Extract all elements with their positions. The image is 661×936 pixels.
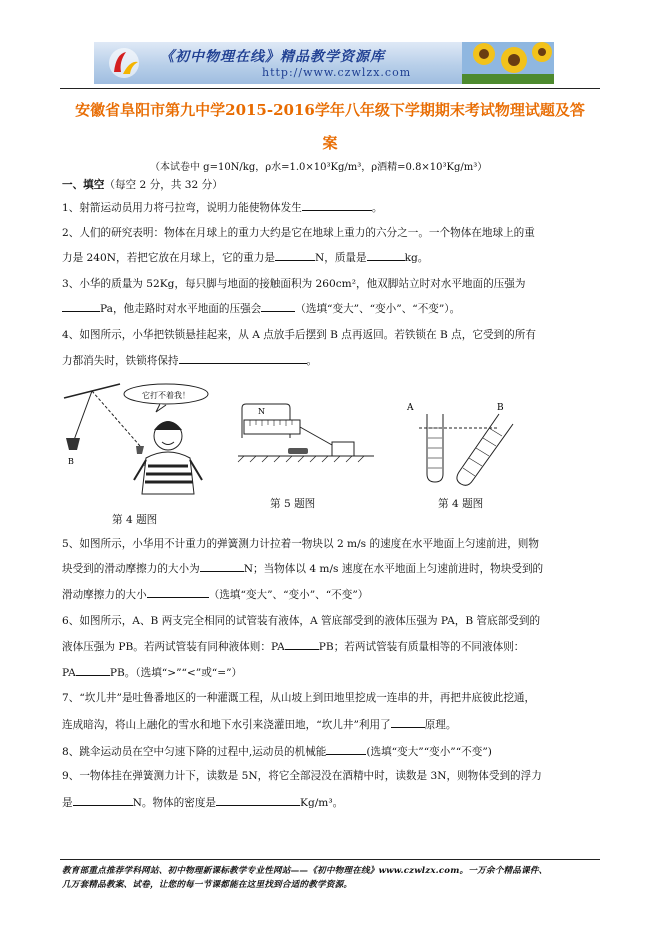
question-8: 8、跳伞运动员在空中匀速下降的过程中,运动员的机械能 (选填“变大”“变小”“不变”) bbox=[62, 743, 492, 760]
sunflower-image bbox=[462, 42, 554, 84]
answer-blank[interactable] bbox=[216, 794, 300, 806]
label-pendulum-b: B bbox=[68, 457, 74, 466]
speech-bubble: 它打不着我！ bbox=[142, 391, 190, 400]
label-n: N bbox=[258, 407, 265, 416]
question-6-cont2: PA PB。（选填“>”“<”或“=”） bbox=[62, 664, 242, 681]
question-9: 9、一物体挂在弹簧测力计下，读数是 5N，将它全部浸没在酒精中时，读数是 3N，则物体受到的浮力 bbox=[62, 770, 542, 782]
answer-blank[interactable] bbox=[147, 586, 209, 598]
site-logo-icon bbox=[106, 46, 142, 80]
spring-scale-figure bbox=[236, 398, 376, 480]
answer-blank[interactable] bbox=[179, 352, 307, 364]
question-3-cont: Pa，他走路时对水平地面的压强会 （选填“变大”、“变小”、“不变”）。 bbox=[62, 300, 460, 317]
question-5-cont2: 滑动摩擦力的大小 （选填“变大”、“变小”、“不变”） bbox=[62, 586, 368, 603]
question-2: 2、人们的研究表明：物体在月球上的重力大约是它在地球上重力的六分之一。一个物体在地球上的重 bbox=[62, 227, 535, 239]
pendulum-figure bbox=[62, 380, 212, 512]
question-5-cont: 块受到的滑动摩擦力的大小为 N；当物体以 4 m/s 速度在水平地面上匀速前进时，物块受到的 bbox=[62, 560, 543, 577]
answer-blank[interactable] bbox=[62, 300, 100, 312]
answer-blank[interactable] bbox=[285, 638, 319, 650]
question-6-cont: 液体压强为 PB。若两试管装有同种液体则：PA PB；若两试管装有质量相等的不同液体则： bbox=[62, 638, 524, 655]
footer-rule bbox=[60, 859, 600, 860]
question-1: 1、射箭运动员用力将弓拉弯，说明力能使物体发生 。 bbox=[62, 199, 382, 216]
question-5: 5、如图所示，小华用不计重力的弹簧测力计拉着一物块以 2 m/s 的速度在水平地面上匀速前进，则物 bbox=[62, 538, 539, 550]
answer-blank[interactable] bbox=[391, 716, 425, 728]
label-a: A bbox=[407, 403, 414, 413]
answer-blank[interactable] bbox=[367, 249, 405, 261]
question-2-cont: 力是 240N，若把它放在月球上，它的重力是 N，质量是 kg。 bbox=[62, 249, 428, 266]
label-b: B bbox=[497, 403, 504, 413]
section-heading: 一、填空（每空 2 分，共 32 分） bbox=[62, 179, 223, 191]
exam-note: （本试卷中 g=10N/kg，ρ水=1.0×10³Kg/m³，ρ酒精=0.8×10³Kg/m³） bbox=[150, 162, 488, 173]
page-title-cont: 案 bbox=[322, 134, 338, 152]
footer-line-1: 教育部重点推荐学科网站、初中物理新课标教学专业性网站——《初中物理在线》www.czwlzx.com。一万余个精品课件、 bbox=[62, 866, 548, 876]
answer-blank[interactable] bbox=[275, 249, 315, 261]
answer-blank[interactable] bbox=[76, 664, 110, 676]
question-4: 4、如图所示，小华把铁锁悬挂起来，从 A 点放手后摆到 B 点再返回。若铁锁在 B 点，它受到的所有 bbox=[62, 329, 536, 341]
figure-caption-right: 第 4 题图 bbox=[438, 498, 484, 510]
header-rule bbox=[60, 88, 600, 89]
figure-caption-mid: 第 5 题图 bbox=[270, 498, 316, 510]
question-3: 3、小华的质量为 52Kg，每只脚与地面的接触面积为 260cm²，他双脚站立时对水平地面的压强为 bbox=[62, 278, 526, 290]
banner-title: 《初中物理在线》精品教学资源库 bbox=[160, 49, 385, 65]
header-banner bbox=[94, 42, 554, 84]
question-4-cont: 力都消失时，铁锁将保持 。 bbox=[62, 352, 317, 369]
question-6: 6、如图所示，A、B 两支完全相同的试管装有液体，A 管底部受到的液体压强为 PA，B 管底部受到的 bbox=[62, 615, 541, 627]
footer-line-2: 几万套精品教案、试卷，让您的每一节课都能在这里找到合适的教学资源。 bbox=[62, 880, 353, 890]
answer-blank[interactable] bbox=[261, 300, 295, 312]
question-7-cont: 连成暗沟，将山上融化的雪水和地下水引来浇灌田地，“坎儿井”利用了 原理。 bbox=[62, 716, 456, 733]
answer-blank[interactable] bbox=[200, 560, 244, 572]
test-tubes-figure bbox=[405, 398, 515, 490]
question-7: 7、“坎儿井”是吐鲁番地区的一种灌溉工程，从山坡上到田地里挖成一连串的井，再把井底彼此挖通， bbox=[62, 692, 536, 704]
question-9-cont: 是 N。物体的密度是 Kg/m³。 bbox=[62, 794, 343, 811]
answer-blank[interactable] bbox=[73, 794, 133, 806]
answer-blank[interactable] bbox=[326, 743, 366, 755]
answer-blank[interactable] bbox=[302, 199, 372, 211]
page-title: 安徽省阜阳市第九中学2015-2016学年八年级下学期期末考试物理试题及答 bbox=[75, 101, 585, 119]
figure-caption-left: 第 4 题图 bbox=[112, 514, 158, 526]
banner-url[interactable]: http://www.czwlzx.com bbox=[262, 66, 412, 79]
